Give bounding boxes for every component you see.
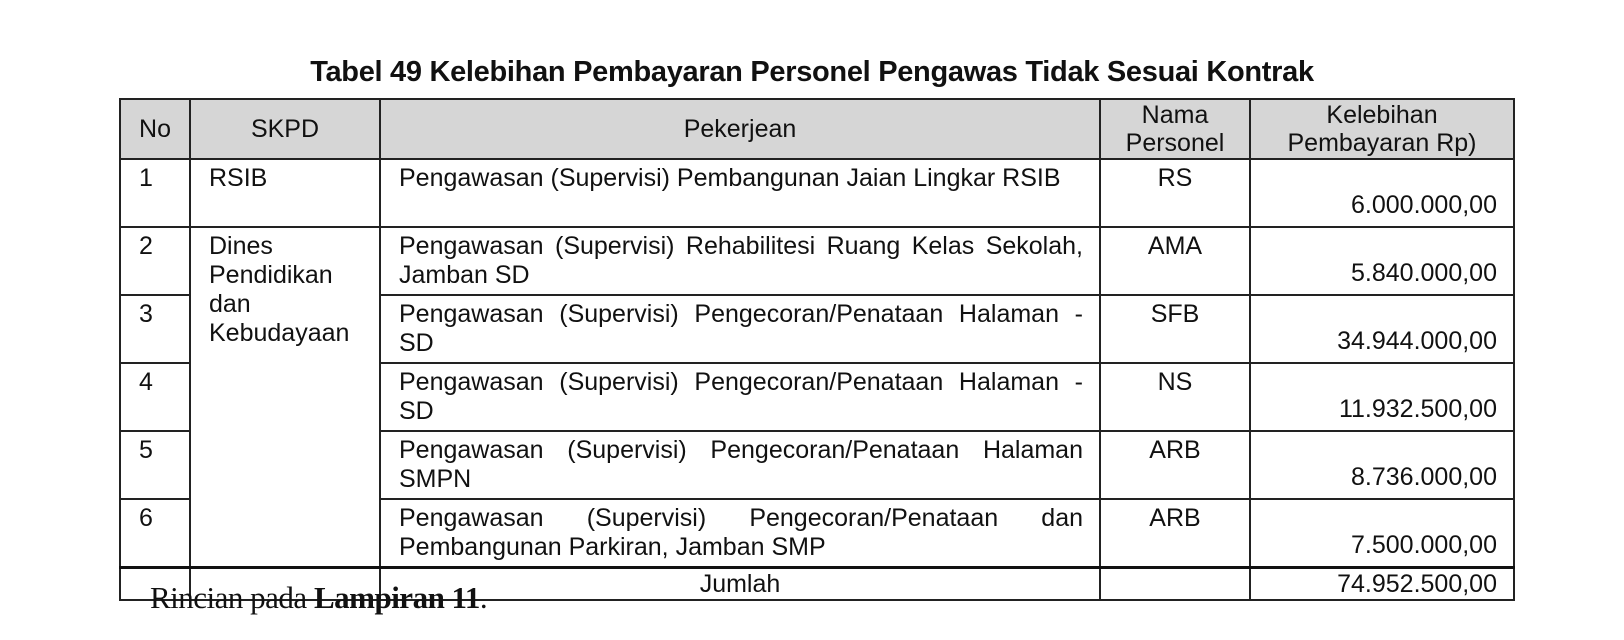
row-personnel: ARB xyxy=(1100,431,1250,499)
header-amount-line2: Pembayaran Rp) xyxy=(1287,129,1477,157)
total-label: Jumlah xyxy=(380,568,1100,601)
row-number: 3 xyxy=(120,295,190,363)
row-amount: 8.736.000,00 xyxy=(1250,431,1514,499)
total-amount: 74.952.500,00 xyxy=(1250,568,1514,601)
row-number: 6 xyxy=(120,499,190,568)
header-name-line1: Nama xyxy=(1141,101,1209,129)
row-job: Pengawasan (Supervisi) Rehabilitesi Ruang Kelas Sekolah, Jamban SD xyxy=(380,227,1100,295)
row-skpd-merged: Dines Pendidikan dan Kebudayaan xyxy=(190,227,380,568)
row-personnel: NS xyxy=(1100,363,1250,431)
row-number: 4 xyxy=(120,363,190,431)
row-amount: 7.500.000,00 xyxy=(1250,499,1514,568)
row-amount: 5.840.000,00 xyxy=(1250,227,1514,295)
row-job: Pengawasan (Supervisi) Pengecoran/Penataan Halaman SMPN xyxy=(380,431,1100,499)
row-job: Pengawasan (Supervisi) Pengecoran/Penataan Halaman - SD xyxy=(380,363,1100,431)
table-header-row xyxy=(120,99,1514,159)
note-suffix: . xyxy=(479,580,488,615)
row-personnel: ARB xyxy=(1100,499,1250,568)
row-personnel: SFB xyxy=(1100,295,1250,363)
overpayment-table xyxy=(119,98,1515,601)
row-job: Pengawasan (Supervisi) Pengecoran/Penataan dan Pembangunan Parkiran, Jamban SMP xyxy=(380,499,1100,568)
table-row xyxy=(120,159,1514,227)
header-amount-line1: Kelebihan xyxy=(1326,101,1438,129)
header-job: Pekerjean xyxy=(380,99,1100,159)
note-appendix-ref: Lampiran 11 xyxy=(313,580,480,615)
row-number: 2 xyxy=(120,227,190,295)
appendix-note xyxy=(150,580,487,616)
row-amount: 6.000.000,00 xyxy=(1250,159,1514,227)
row-job: Pengawasan (Supervisi) Pengecoran/Penataan Halaman - SD xyxy=(380,295,1100,363)
row-personnel: RS xyxy=(1100,159,1250,227)
row-number: 1 xyxy=(120,159,190,227)
table-caption: Tabel 49 Kelebihan Pembayaran Personel Pengawas Tidak Sesuai Kontrak xyxy=(310,56,1314,88)
note-prefix: Rincian pada xyxy=(150,580,314,615)
row-amount: 11.932.500,00 xyxy=(1250,363,1514,431)
header-name xyxy=(1100,99,1250,159)
header-skpd: SKPD xyxy=(190,99,380,159)
table-row xyxy=(120,227,1514,295)
row-amount: 34.944.000,00 xyxy=(1250,295,1514,363)
total-empty-name xyxy=(1100,568,1250,601)
row-skpd: RSIB xyxy=(190,159,380,227)
row-number: 5 xyxy=(120,431,190,499)
row-job: Pengawasan (Supervisi) Pembangunan Jaian Lingkar RSIB xyxy=(380,159,1100,227)
header-no: No xyxy=(120,99,190,159)
row-personnel: AMA xyxy=(1100,227,1250,295)
header-name-line2: Personel xyxy=(1125,129,1225,157)
header-amount xyxy=(1250,99,1514,159)
